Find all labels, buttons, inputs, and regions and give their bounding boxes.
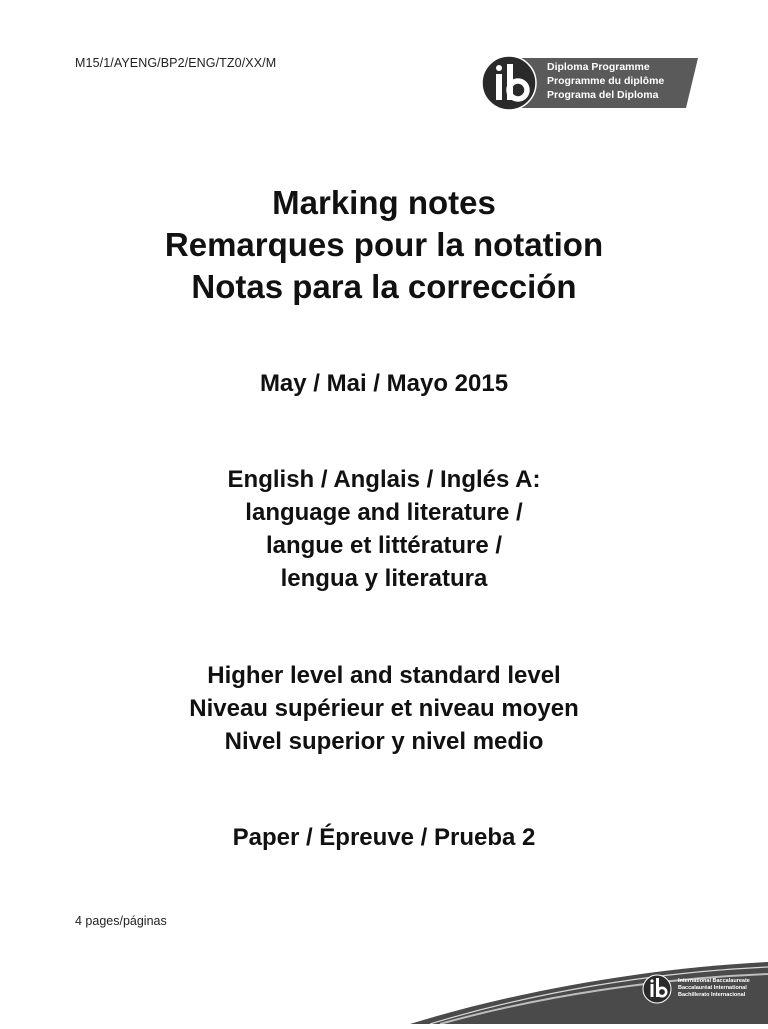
logo-text [547, 60, 664, 102]
document-title [0, 182, 768, 308]
footer-swoosh [0, 950, 768, 1024]
org-line-english: International Baccalaureate [678, 978, 750, 984]
session-text: May / Mai / Mayo 2015 [259, 370, 509, 397]
subject-line: English / Anglais / Inglés A: [227, 466, 541, 493]
title-english: Marking notes [272, 184, 496, 221]
level-line: Niveau supérieur et niveau moyen [189, 695, 579, 722]
subject-line: language and literature / [245, 499, 523, 526]
footer-band [0, 950, 768, 1024]
subject-line: langue et littérature / [265, 532, 503, 559]
org-line-french: Baccalauréat International [678, 985, 747, 991]
org-line-spanish: Bachillerato Internacional [678, 992, 746, 998]
logo-line-english: Diploma Programme [547, 61, 650, 73]
paper-text: Paper / Épreuve / Prueba 2 [232, 824, 536, 851]
footer-org-text [678, 978, 750, 999]
subject-line: lengua y literatura [280, 565, 488, 592]
level-line: Nivel superior y nivel medio [224, 728, 544, 755]
title-spanish: Notas para la corrección [191, 268, 577, 305]
subject-block [0, 463, 768, 595]
title-french: Remarques pour la notation [164, 226, 604, 263]
level-block [0, 659, 768, 758]
diploma-programme-logo [478, 54, 698, 112]
page-count: 4 pages/páginas [75, 914, 167, 928]
paper-code: M15/1/AYENG/BP2/ENG/TZ0/XX/M [75, 56, 277, 70]
logo-line-french: Programme du diplôme [547, 75, 665, 87]
level-line: Higher level and standard level [207, 662, 561, 689]
ib-seal-icon [643, 975, 671, 1003]
exam-session [0, 368, 768, 400]
logo-line-spanish: Programa del Diploma [547, 89, 659, 101]
paper-number [0, 822, 768, 854]
